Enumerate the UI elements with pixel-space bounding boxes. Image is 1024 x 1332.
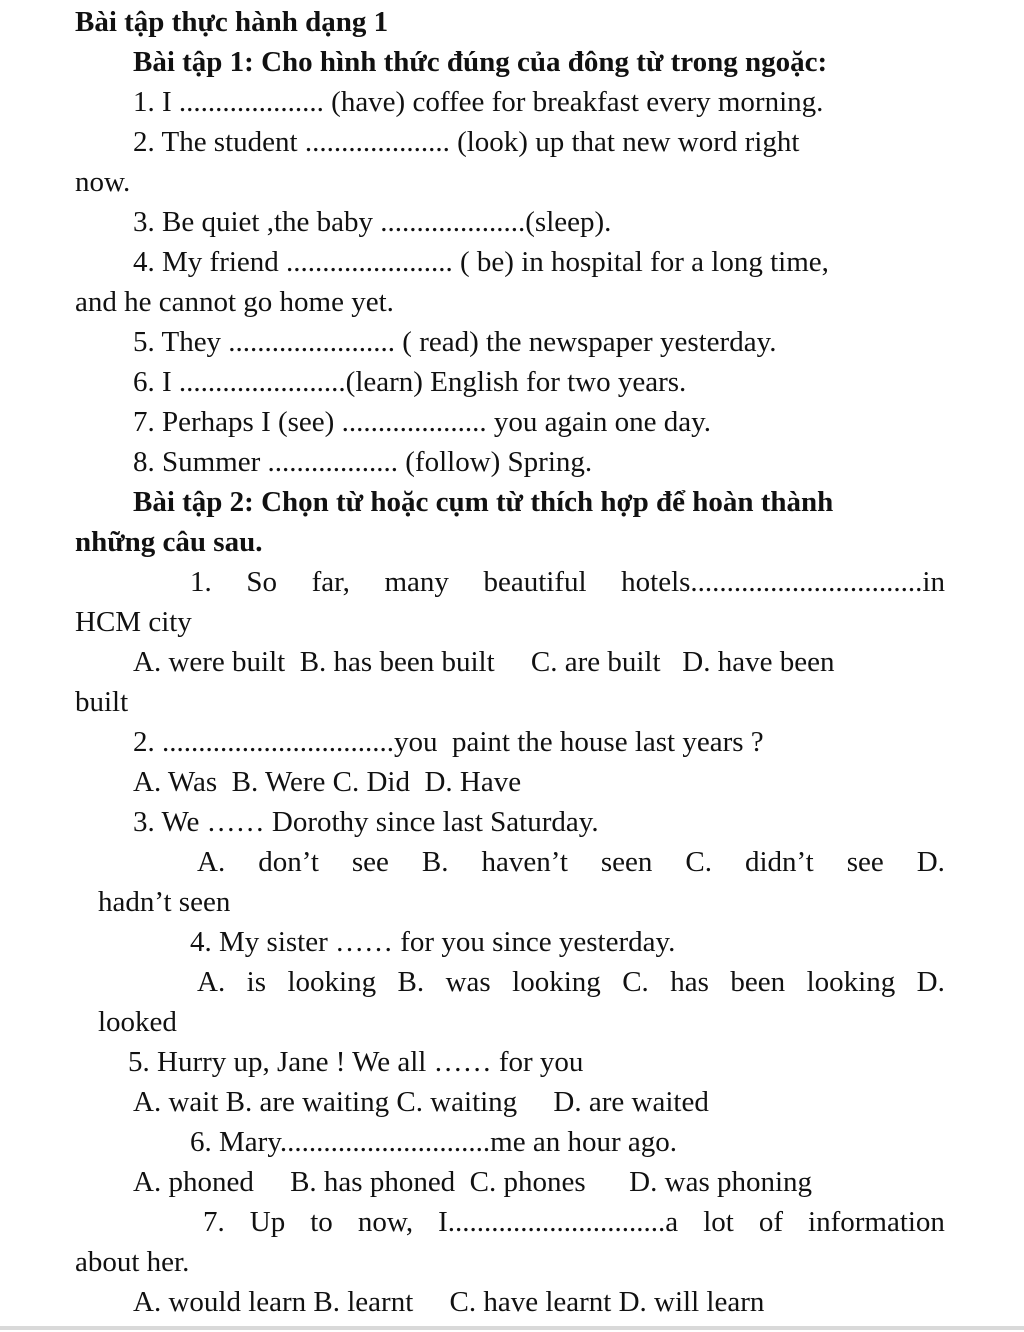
ex1-question-1: 1. I .................... (have) coffee for breakfast every morning.: [133, 86, 824, 118]
word: 7.: [203, 1206, 225, 1238]
exercise-2-heading-cont: những câu sau.: [75, 526, 263, 558]
ex2-question-7-options: A. would learn B. learnt C. have learnt D. will learn: [133, 1286, 765, 1318]
ex1-question-4: 4. My friend ....................... ( be) in hospital for a long time,: [133, 246, 829, 278]
word: don’t: [258, 846, 319, 878]
word: 1.: [190, 566, 212, 598]
word: far,: [311, 566, 350, 598]
word: was: [445, 966, 491, 998]
ex1-question-6: 6. I .......................(learn) English for two years.: [133, 366, 687, 398]
ex2-question-1-options: A. were built B. has been built C. are built D. have been: [133, 646, 835, 678]
page-title: Bài tập thực hành dạng 1: [75, 6, 389, 38]
page-bottom-edge: [0, 1326, 1024, 1330]
word: C.: [685, 846, 712, 878]
word: seen: [600, 846, 653, 878]
word: D.: [916, 966, 945, 998]
word: didn’t: [744, 846, 814, 878]
ex2-question-1-options-cont: built: [75, 686, 129, 718]
ex2-question-6: 6. Mary.............................me an hour ago.: [190, 1126, 678, 1158]
word: haven’t: [481, 846, 568, 878]
ex2-question-3-options: [197, 844, 945, 880]
word: been: [730, 966, 786, 998]
ex2-question-7-cont: about her.: [75, 1246, 190, 1278]
ex1-question-5: 5. They ....................... ( read) the newspaper yesterday.: [133, 326, 777, 358]
ex2-question-2-options: A. Was B. Were C. Did D. Have: [133, 766, 522, 798]
word: So: [246, 566, 277, 598]
word: is: [246, 966, 266, 998]
word: looking: [512, 966, 601, 998]
exercise-1-heading: Bài tập 1: Cho hình thức đúng của đông từ trong ngoặc:: [133, 46, 828, 78]
word: C.: [622, 966, 649, 998]
ex1-question-3: 3. Be quiet ,the baby ....................(sleep).: [133, 206, 612, 238]
word: beautiful: [483, 566, 587, 598]
word: Up: [249, 1206, 286, 1238]
ex2-question-3-options-cont: hadn’t seen: [98, 886, 231, 918]
word: information: [808, 1206, 945, 1238]
word: now,: [357, 1206, 414, 1238]
ex1-question-2: 2. The student .................... (look) up that new word right: [133, 126, 800, 158]
word: looking: [806, 966, 896, 998]
ex2-question-6-options: A. phoned B. has phoned C. phones D. was phoning: [133, 1166, 813, 1198]
word: see: [351, 846, 389, 878]
word: to: [310, 1206, 333, 1238]
ex1-question-7: 7. Perhaps I (see) .................... you again one day.: [133, 406, 711, 438]
word: has: [670, 966, 709, 998]
ex1-question-2-cont: now.: [75, 166, 131, 198]
ex2-question-4-options: [197, 964, 945, 1000]
word: D.: [916, 846, 945, 878]
word: of: [758, 1206, 783, 1238]
word: many: [384, 566, 449, 598]
ex2-question-3: 3. We …… Dorothy since last Saturday.: [133, 806, 599, 838]
word: hotels................................in: [621, 566, 945, 598]
exercise-2-heading: Bài tập 2: Chọn từ hoặc cụm từ thích hợp để hoàn thành: [133, 486, 834, 518]
ex1-question-4-cont: and he cannot go home yet.: [75, 286, 394, 318]
word: I..............................a: [438, 1206, 679, 1238]
word: see: [846, 846, 884, 878]
ex1-question-8: 8. Summer .................. (follow) Spring.: [133, 446, 593, 478]
word: A.: [197, 966, 226, 998]
ex2-question-1-cont: HCM city: [75, 606, 192, 638]
word: lot: [703, 1206, 734, 1238]
ex2-question-4: 4. My sister …… for you since yesterday.: [190, 926, 676, 958]
ex2-question-1: [190, 564, 945, 600]
word: looking: [287, 966, 377, 998]
word: A.: [197, 846, 226, 878]
word: B.: [397, 966, 425, 998]
ex2-question-4-options-cont: looked: [98, 1006, 177, 1038]
ex2-question-2: 2. ................................you paint the house last years ?: [133, 726, 764, 758]
ex2-question-7: [203, 1204, 945, 1240]
ex2-question-5: 5. Hurry up, Jane ! We all …… for you: [128, 1046, 584, 1078]
word: B.: [421, 846, 449, 878]
ex2-question-5-options: A. wait B. are waiting C. waiting D. are waited: [133, 1086, 709, 1118]
